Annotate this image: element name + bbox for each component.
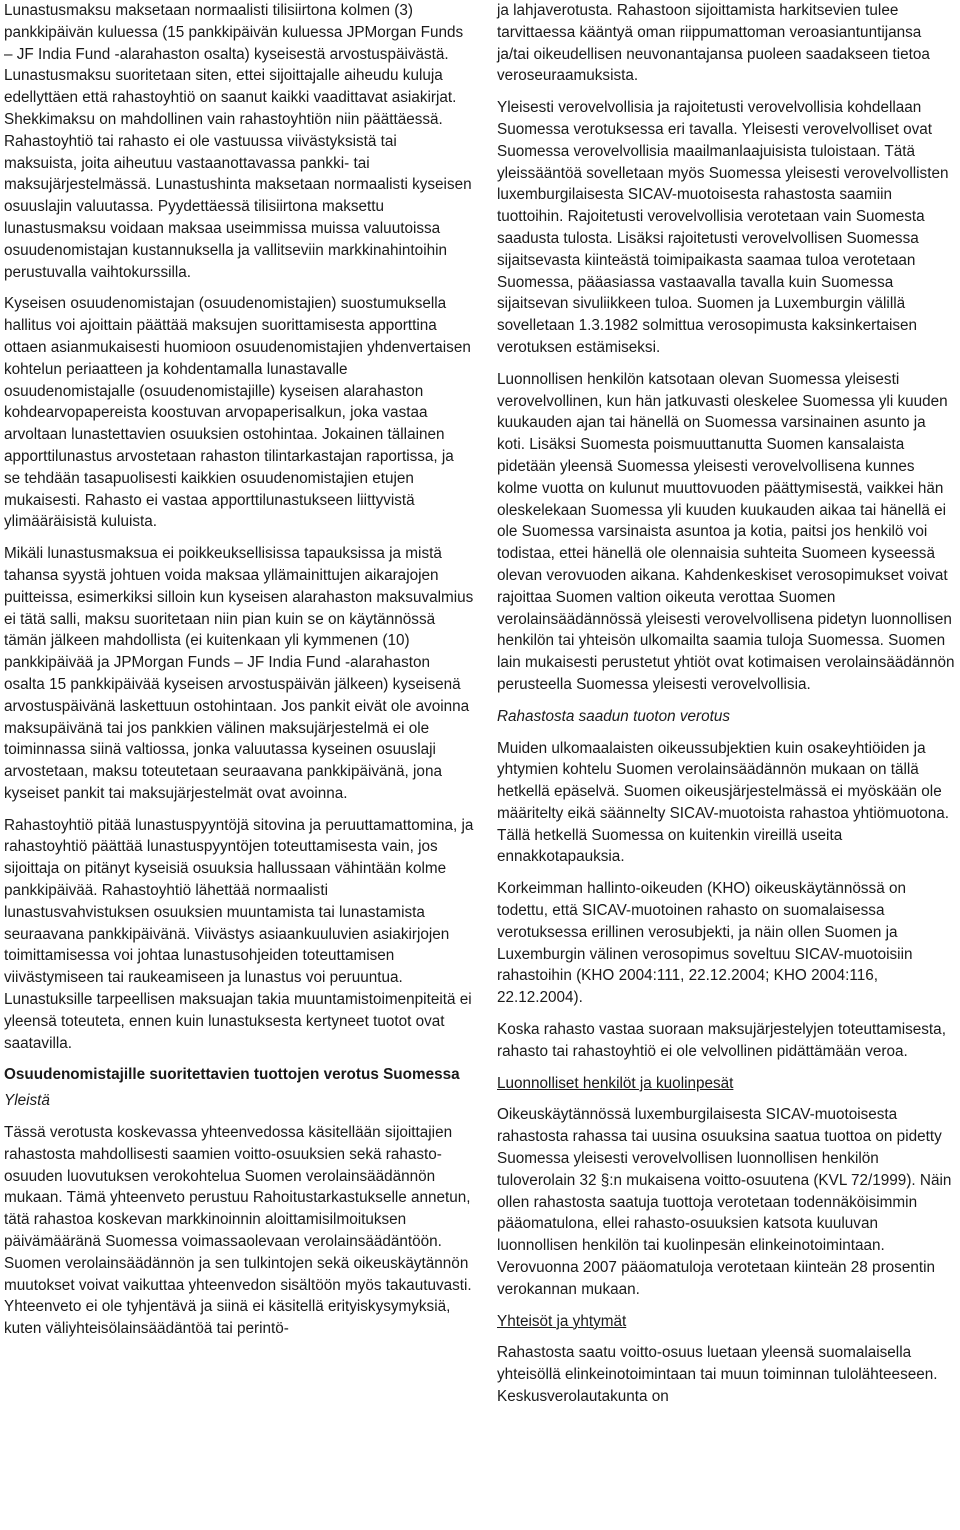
paragraph-gift-tax: ja lahjaverotusta. Rahastoon sijoittamista harkitsevien tulee tarvittaessa kääntyä oman riippumattoman veroasiantuntijansa ja/tai oikeudellisen neuvonantajansa puoleen saadakseen tietoa veroseuraamuksista. [497, 2, 930, 85]
paragraph-tax-summary: Tässä verotusta koskevassa yhteenvedossa käsitellään sijoittajien rahastosta mahdollisesti saamien voitto-osuuksien sekä rahasto-osuuden luovutuksen verokohtelua Suomen verolainsäädännön mukaan. Tämä yhteenveto perustuu Rahoitustarkastukselle annetun, tätä rahastoa koskevan markkinoinnin aloittamisilmoituksen päivämääränä Suomessa voimassaolevaan verolainsäädäntöön. Suomen verolainsäädännön ja sen tulkintojen sekä oikeuskäytännön muutokset voivat vaikuttaa yhteenvedon sisältöön myös takautuvasti. Yhteenveto ei ole tyhjentävä ja siinä ei käsitellä erityiskysymyksiä, kuten väliyhteisölainsäädäntöä tai perintö- [4, 1124, 472, 1338]
paragraph-payment-delay: Mikäli lunastusmaksua ei poikkeuksellisissa tapauksissa ja mistä tahansa syystä johtuen voida maksaa yllämainittujen aikarajojen puitteissa, esimerkiksi silloin kun kyseisen alarahaston maksuvalmius ei tätä salli, maksu suoritetaan niin pian kuin se on käytännössä tämän jälkeen mahdollista (ei kuitenkaan yli kymmenen (10) pankkipäivää ja JPMorgan Funds – JF India Fund -alarahaston osalta 15 pankkipäivää kyseisen arvostuspäivän jälkeen) kyseisenä arvostuspäivänä laskettuun ostohintaan. Jos pankit eivät ole avoinna maksupäivänä tai jos pankkien välinen maksujärjestelmä ei ole toiminnassa siinä valtiossa, jonka valuutassa kyseinen osuuslaji arvostetaan, maksu toteutetaan seuraavana pankkipäivänä, jona kyseiset pankit tai maksujärjestelmät ovat avoinna. [4, 545, 474, 802]
paragraph-withholding: Koska rahasto vastaa suoraan maksujärjestelyjen toteuttamisesta, rahasto tai rahastoyhtiö ei ole velvollinen pidättämään veroa. [497, 1021, 946, 1060]
subheading-natural-persons: Luonnolliset henkilöt ja kuolinpesät [497, 1074, 734, 1092]
paragraph-tax-liability: Yleisesti verovelvollisia ja rajoitetusti verovelvollisia kohdellaan Suomessa verotuksessa eri tavalla. Yleisesti verovelvolliset ovat Suomessa verovelvollisia maailmanlaajuisista tuloistaan. Tätä yleissääntöä sovelletaan myös Suomessa yleisesti verovelvollisten luxemburgilaisesta SICAV-muotoisesta rahastosta saamiin tuottoihin. Rajoitetusti verovelvollisia verotetaan vain Suomesta saadusta tulosta. Lisäksi rajoitetusti verovelvollisen Suomessa sijaitsevasta kiinteästä toimipaikasta saamaa tuloa verotetaan Suomessa, pääasiassa vastaavalla tavalla kuin Suomessa sijaitsevan sivuliikkeen tuloa. Suomen ja Luxemburgin välillä sovelletaan 1.3.1982 solmittua verosopimusta kaksinkertaisen verotuksen estämiseksi. [497, 99, 949, 356]
subheading-entities: Yhteisöt ja yhtymät [497, 1312, 627, 1330]
paragraph-natural-person: Luonnollisen henkilön katsotaan olevan Suomessa yleisesti verovelvollinen, kun hän jatkuvasti oleskelee Suomessa yli kuuden kuukauden ajan tai hänellä on Suomessa varsinainen asunto ja koti. Lisäksi Suomesta poismuuttanutta Suomen kansalaista pidetään yleensä Suomessa yleisesti verovelvollisena kunnes kolme vuotta on kulunut muuttovuoden päättymisestä, vaikkei hän oleskelekaan Suomessa yli kuuden kuukauden aikaa tai hänellä ei ole Suomessa varsinaista asuntoa ja kotia, paitsi jos henkilö voi todistaa, ettei hänellä ole olennaisia suhteita Suomeen kyseessä olevan verovuoden aikana. Kahdenkeskiset verosopimukset voivat rajoittaa Suomen valtion oikeuta verottaa Suomen verolainsäädännössä yleisesti verovelvollisena pidetyn luonnollisen henkilön tai yhteisön ulkomailta saamia tuloja Suomessa. Suomen lain mukaisesti perustetut yhtiöt ovat kotimaisen verolainsäädännön perusteella Suomessa yleisesti verovelvollisia. [497, 370, 955, 693]
left-column [4, 0, 474, 1350]
section-heading-taxation: Osuudenomistajille suoritettavien tuottojen verotus Suomessa [4, 1066, 460, 1084]
subheading-fund-income-taxation: Rahastosta saadun tuoton verotus [497, 707, 731, 725]
paragraph-in-kind-redemption: Kyseisen osuudenomistajan (osuudenomistajien) suostumuksella hallitus voi ajoittain päättää maksujen suorittamisesta apporttina ottaen asianmukaisesti huomioon osuudenomistajien yhdenvertaisen kohtelun periaatteen ja kohdentamalla lunastavalle osuudenomistajalle (osuudenomistajille) kyseisen alarahaston kohdearvopapereista koostuvan arvopaperisalkun, joka vastaa arvoltaan lunastettavien osuuksien ostohintaa. Jokainen tällainen apporttilunastus arvostetaan rahaston tilintarkastajan raportissa, ja se tehdään tasapuolisesti kaikkien osuudenomistajien etujen mukaisesti. Rahasto ei vastaa apporttilunastukseen liittyvistä ylimääräisistä kuluista. [4, 295, 471, 531]
paragraph-profit-share: Oikeuskäytännössä luxemburgilaisesta SICAV-muotoisesta rahastosta rahassa tai uusina osuuksina saatua tuottoa on pidetty Suomessa yleisesti verovelvollisen luonnollisen henkilön tuloverolain 32 §:n mukaisena voitto-osuutena (KVL 72/1999). Näin ollen rahastosta saatuja tuottoja verotetaan todennäköisimmin pääomatulona, ellei rahasto-osuuksien katsota kuuluvan luonnollisen henkilön tai kuolinpesän elinkeinotoimintaan. Verovuonna 2007 pääomatuloja verotetaan kiinteän 28 prosentin verokannan mukaan. [497, 1106, 952, 1298]
paragraph-foreign-entities: Muiden ulkomaalaisten oikeussubjektien kuin osakeyhtiöiden ja yhtymien kohtelu Suomen verolainsäädännön mukaan on tällä hetkellä epäselvä. Suomen oikeusjärjestelmässä ei myöskään ole määritelty eikä säännelty SICAV-muotoista rahastoa yhtiömuotona. Tällä hetkellä Suomessa on kuitenkin vireillä useita ennakkotapauksia. [497, 739, 950, 866]
paragraph-redemption-payment: Lunastusmaksu maksetaan normaalisti tilisiirtona kolmen (3) pankkipäivän kuluessa (15 pankkipäivän kuluessa JPMorgan Funds – JF India Fund -alarahaston osalta) kyseisestä arvostuspäivästä. Lunastusmaksu suoritetaan siten, ettei sijoittajalle aiheudu kuluja edellyttäen että rahastoyhtiö on saanut kaikki vaadittavat asiakirjat. Shekkimaksu on mahdollinen vain rahastoyhtiön niin päättäessä. Rahastoyhtiö tai rahasto ei ole vastuussa viivästyksistä tai maksuista, joita aiheutuu vastaanottavassa pankki- tai maksujärjestelmässä. Lunastushinta maksetaan normaalisti kyseisen osuuslajin valuutassa. Pyydettäessä tilisiirtona maksettu lunastusmaksu voidaan maksaa useimmissa muissa valuutoissa osuudenomistajan kustannuksella ja vallitseviin markkinahintoihin perustuvalla vaihtokurssilla. [4, 2, 472, 281]
subheading-general: Yleistä [4, 1092, 50, 1110]
paragraph-entity-income: Rahastosta saatu voitto-osuus luetaan yleensä suomalaisella yhteisöllä elinkeinotoimintaan tai muun toiminnan tulolähteeseen. Keskusverolautakunta on [497, 1344, 938, 1406]
right-column [497, 0, 957, 1418]
paragraph-redemption-requests: Rahastoyhtiö pitää lunastuspyyntöjä sitovina ja peruuttamattomina, ja rahastoyhtiö päättää lunastuspyyntöjen toteuttamisesta vain, jos sijoittaja on pitänyt kyseisiä osuuksia hallussaan vähintään kolme pankkipäivää. Rahastoyhtiö lähettää normaalisti lunastusvahvistuksen osuuksien muuntamista tai lunastamista seuraavana pankkipäivänä. Viivästys asiaankuuluvien asiakirjojen toimittamisessa voi johtaa lunastusohjeiden toteuttamisen viivästymiseen tai raukeamiseen ja lunastus voi peruuntua. Lunastuksille tarpeellisen maksuajan takia muuntamistoimenpiteitä ei yleensä toteuteta, ennen kuin lunastuksesta kertyneet tuotot ovat saatavilla. [4, 816, 474, 1052]
paragraph-kho-case-law: Korkeimman hallinto-oikeuden (KHO) oikeuskäytännössä on todettu, että SICAV-muotoinen rahasto on suomalaisessa verotuksessa erillinen verosubjekti, ja näin ollen Suomen ja Luxemburgin välinen verosopimus soveltuu SICAV-muotoisiin rahastoihin (KHO 2004:111, 22.12.2004; KHO 2004:116, 22.12.2004). [497, 880, 913, 1007]
